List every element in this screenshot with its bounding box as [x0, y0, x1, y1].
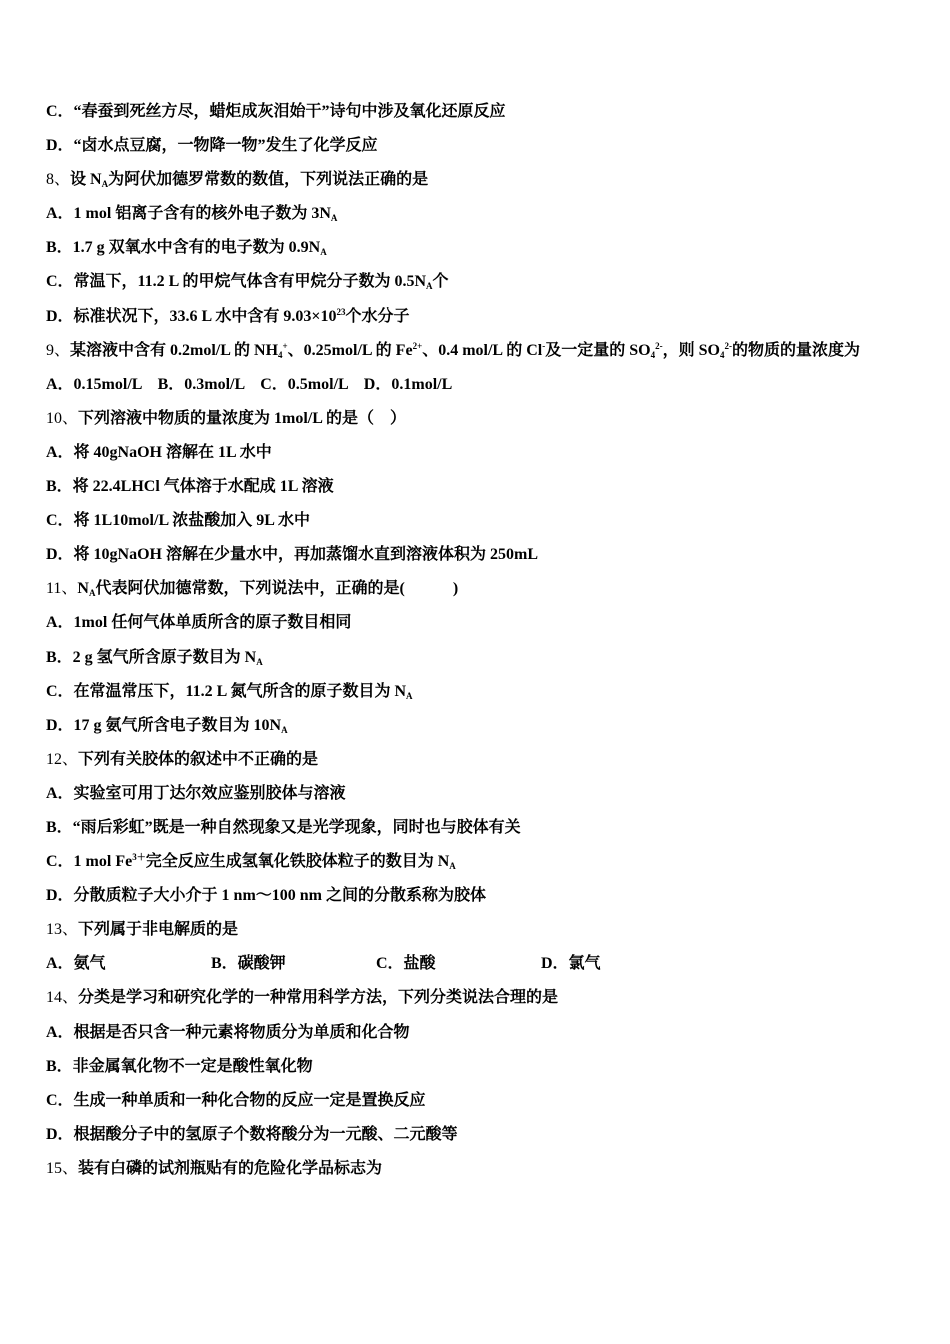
line-text: 完全反应生成氢氧化铁胶体粒子的数目为 N [145, 853, 450, 871]
option-choice: C．盐酸 [376, 955, 436, 973]
line-text: D．分散质粒子大小介于 1 nm～100 nm 之间的分散系称为胶体 [46, 887, 487, 905]
subscript-text: A [256, 656, 263, 667]
subscript-text: 4 [650, 349, 656, 360]
question-number: 14、 [46, 989, 79, 1007]
line-text: D．将 10gNaOH 溶解在少量水中，再加蒸馏水直到溶液体积为 250mL [46, 546, 539, 564]
question-line [46, 1157, 926, 1191]
question-line [46, 577, 926, 611]
subscript-text: A [320, 247, 327, 258]
option-line [46, 475, 926, 509]
line-text: B．1.7 g 双氧水中含有的电子数为 0.9N [46, 239, 321, 257]
line-text: 下列属于非电解质的是 [78, 921, 239, 939]
question-number: 9、 [46, 341, 71, 359]
option-line [46, 236, 926, 270]
question-number: 8、 [46, 171, 71, 189]
line-text: B．将 22.4LHCl 气体溶于水配成 1L 溶液 [46, 478, 334, 496]
question-line [46, 918, 926, 952]
subscript-text: A [281, 724, 288, 735]
supscript-text: 3＋ [132, 852, 146, 863]
question-line [46, 986, 926, 1020]
line-text: D．17 g 氨气所含电子数目为 10N [46, 716, 282, 734]
subscript-text: 4 [719, 349, 725, 360]
supscript-text: 23 [336, 306, 346, 317]
option-line [46, 782, 926, 816]
question-number: 12、 [46, 750, 79, 768]
question-line [46, 748, 926, 782]
supscript-text: 2+ [412, 340, 423, 351]
supscript-text: 2- [724, 340, 732, 351]
option-line [46, 373, 926, 407]
line-text: 代表阿伏加德常数，下列说法中，正确的是( ) [95, 580, 459, 598]
option-line [46, 1055, 926, 1089]
supscript-text: 2- [655, 340, 663, 351]
line-text: 、0.25mol/L 的 Fe [287, 341, 413, 359]
line-text: ，则 SO [662, 341, 720, 359]
subscript-text: A [406, 690, 413, 701]
line-text: 、0.4 mol/L 的 Cl [422, 341, 543, 359]
option-line [46, 680, 926, 714]
line-text: C．1 mol Fe [46, 853, 133, 871]
question-line [46, 407, 926, 441]
line-text: 个 [432, 273, 449, 291]
line-text: D．“卤水点豆腐，一物降一物”发生了化学反应 [46, 137, 378, 155]
line-text: C．常温下，11.2 L 的甲烷气体含有甲烷分子数为 0.5N [46, 273, 427, 291]
line-text: A．1 mol 铝离子含有的核外电子数为 3N [46, 205, 331, 223]
line-text: 设 N [70, 171, 102, 189]
subscript-text: A [330, 213, 338, 224]
supscript-text: - [542, 340, 546, 351]
line-text: C．将 1L10mol/L 浓盐酸加入 9L 水中 [46, 512, 311, 530]
option-choice: A．氨气 [46, 955, 106, 973]
option-line [46, 884, 926, 918]
option-line [46, 714, 926, 748]
option-line [46, 509, 926, 543]
option-choice: B．碳酸钾 [211, 955, 286, 973]
line-text: 的物质的量浓度为 [731, 341, 860, 359]
option-line [46, 100, 926, 134]
option-line [46, 1123, 926, 1157]
line-text: 某溶液中含有 0.2mol/L 的 NH [70, 341, 279, 359]
subscript-text: A [88, 588, 96, 599]
option-line [46, 134, 926, 168]
line-text: 下列溶液中物质的量浓度为 1mol/L 的是（ ） [78, 409, 407, 427]
option-line [46, 270, 926, 304]
question-number: 11、 [46, 580, 78, 598]
supscript-text: + [282, 340, 288, 351]
line-text: N [77, 580, 89, 598]
question-line [46, 168, 926, 202]
option-line [46, 202, 926, 236]
option-line [46, 543, 926, 577]
line-text: 分类是学习和研究化学的一种常用科学方法，下列分类说法合理的是 [78, 989, 559, 1007]
line-text: D．标准状况下，33.6 L 水中含有 9.03×10 [46, 307, 337, 325]
line-text: 装有白磷的试剂瓶贴有的危险化学品标志为 [78, 1159, 383, 1177]
question-number: 15、 [46, 1159, 79, 1177]
option-line [46, 646, 926, 680]
option-line [46, 816, 926, 850]
line-text: 为阿伏加德罗常数的数值，下列说法正确的是 [108, 171, 429, 189]
line-text: C．“春蚕到死丝方尽，蜡炬成灰泪始干”诗句中涉及氧化还原反应 [46, 103, 506, 120]
line-text: B．非金属氧化物不一定是酸性氧化物 [46, 1057, 313, 1075]
question-line [46, 339, 926, 373]
line-text: A．根据是否只含一种元素将物质分为单质和化合物 [46, 1023, 410, 1041]
option-line [46, 305, 926, 339]
option-line [46, 441, 926, 475]
line-text: 及一定量的 SO [545, 341, 651, 359]
question-number: 10、 [46, 409, 79, 427]
option-line [46, 611, 926, 645]
line-text: A．1mol 任何气体单质所含的原子数目相同 [46, 614, 352, 632]
question-number: 13、 [46, 921, 79, 939]
line-text: A．0.15mol/L B．0.3mol/L C．0.5mol/L D．0.1mol/L [46, 375, 453, 393]
option-choice: D．氯气 [541, 955, 601, 973]
line-text: A．将 40gNaOH 溶解在 1L 水中 [46, 443, 272, 461]
subscript-text: 4 [278, 349, 283, 360]
option-line [46, 1021, 926, 1055]
subscript-text: A [101, 179, 109, 190]
line-text: 个水分子 [345, 307, 410, 325]
subscript-text: A [449, 861, 456, 872]
option-line [46, 952, 926, 986]
line-text: A．实验室可用丁达尔效应鉴别胶体与溶液 [46, 784, 346, 802]
option-line [46, 850, 926, 884]
subscript-text: A [426, 281, 433, 292]
document-page [46, 100, 926, 1191]
line-text: C．在常温常压下，11.2 L 氮气所含的原子数目为 N [46, 682, 407, 700]
line-text: 下列有关胶体的叙述中不正确的是 [78, 750, 319, 768]
line-text: B．2 g 氢气所含原子数目为 N [46, 648, 257, 666]
line-text: C．生成一种单质和一种化合物的反应一定是置换反应 [46, 1091, 426, 1109]
line-text: B．“雨后彩虹”既是一种自然现象又是光学现象，同时也与胶体有关 [46, 818, 521, 836]
line-text: D．根据酸分子中的氢原子个数将酸分为一元酸、二元酸等 [46, 1125, 458, 1143]
option-line [46, 1089, 926, 1123]
